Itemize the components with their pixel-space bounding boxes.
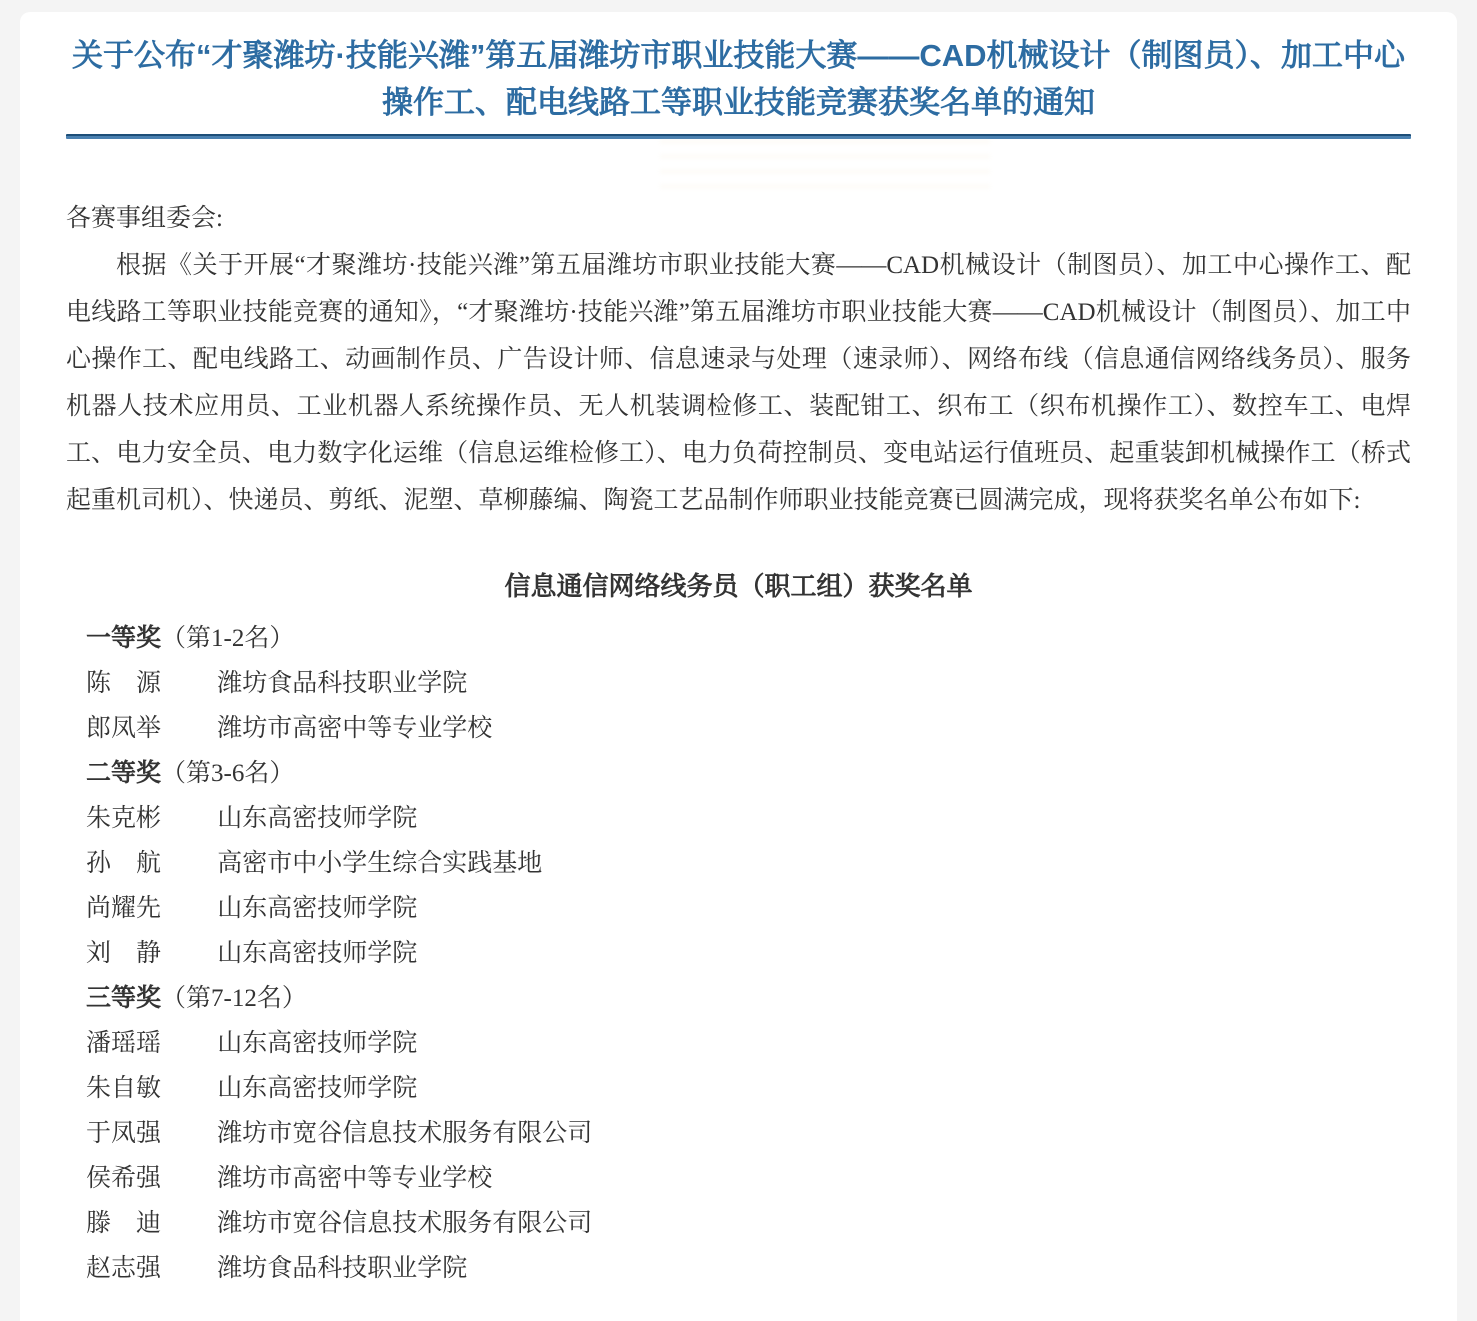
section-title: 信息通信网络线务员（职工组）获奖名单 <box>504 571 973 601</box>
winner-name: 郎凤举 <box>86 715 162 742</box>
tier-label: 二等奖 <box>86 760 162 787</box>
winner-row <box>86 931 1411 976</box>
winner-name: 朱克彬 <box>86 805 162 832</box>
winner-organization: 高密市中小学生综合实践基地 <box>217 850 543 877</box>
document-page <box>20 12 1457 1321</box>
winner-name: 朱自敏 <box>86 1075 162 1102</box>
faint-watermark <box>660 140 990 195</box>
winner-row <box>86 1021 1411 1066</box>
tier-range: （第1-2名） <box>161 625 295 652</box>
salutation: 各赛事组委会: <box>66 205 223 232</box>
tier-range: （第7-12名） <box>161 985 307 1012</box>
winner-row <box>86 1111 1411 1156</box>
winner-row <box>86 886 1411 931</box>
winner-organization: 山东高密技师学院 <box>217 805 418 832</box>
body-paragraph: 根据《关于开展“才聚潍坊·技能兴潍”第五届潍坊市职业技能大赛——CAD机械设计（制图员）、加工中心操作工、配电线路工等职业技能竞赛的通知》，“才聚潍坊·技能兴潍”第五届潍坊市职业技能大赛——CAD机械设计（制图员）、加工中心操作工、配电线路工、动画制作员、广告设计师、信息速录与处理（速录师）、网络布线（信息通信网络线务员）、服务机器人技术应用员、工业机器人系统操作员、无人机装调检修工、装配钳工、织布工（织布机操作工）、数控车工、电焊工、电力安全员、电力数字化运维（信息运维检修工）、电力负荷控制员、变电站运行值班员、起重装卸机械操作工（桥式起重机司机）、快递员、剪纸、泥塑、草柳藤编、陶瓷工艺品制作师职业技能竞赛已圆满完成，现将获奖名单公布如下: <box>66 252 1411 514</box>
winner-row <box>86 796 1411 841</box>
winner-row <box>86 1246 1411 1291</box>
winner-organization: 山东高密技师学院 <box>217 940 418 967</box>
winner-name: 刘 静 <box>86 940 162 967</box>
tier-label: 一等奖 <box>86 625 162 652</box>
winner-name: 滕 迪 <box>86 1210 162 1237</box>
tier-label: 三等奖 <box>86 985 162 1012</box>
winner-organization: 山东高密技师学院 <box>217 895 418 922</box>
winner-name: 于凤强 <box>86 1120 162 1147</box>
winner-row <box>86 1156 1411 1201</box>
award-list <box>66 616 1411 1291</box>
award-tier-heading <box>86 751 1411 796</box>
winner-name: 尚耀先 <box>86 895 162 922</box>
winner-name: 孙 航 <box>86 850 162 877</box>
winner-row <box>86 1201 1411 1246</box>
winner-row <box>86 841 1411 886</box>
winner-row <box>86 661 1411 706</box>
document-title: 关于公布“才聚潍坊·技能兴潍”第五届潍坊市职业技能大赛——CAD机械设计（制图员）、加工中心操作工、配电线路工等职业技能竞赛获奖名单的通知 <box>72 38 1405 120</box>
winner-organization: 潍坊食品科技职业学院 <box>217 1255 468 1282</box>
winner-organization: 山东高密技师学院 <box>217 1030 418 1057</box>
award-tier-heading <box>86 976 1411 1021</box>
winner-name: 赵志强 <box>86 1255 162 1282</box>
tier-range: （第3-6名） <box>161 760 295 787</box>
winner-row <box>86 1066 1411 1111</box>
winner-organization: 潍坊市宽谷信息技术服务有限公司 <box>217 1210 593 1237</box>
winner-name: 潘瑶瑶 <box>86 1030 162 1057</box>
winner-organization: 山东高密技师学院 <box>217 1075 418 1102</box>
winner-organization: 潍坊市高密中等专业学校 <box>217 715 493 742</box>
award-tier-heading <box>86 616 1411 661</box>
winner-organization: 潍坊市宽谷信息技术服务有限公司 <box>217 1120 593 1147</box>
winner-name: 侯希强 <box>86 1165 162 1192</box>
title-divider <box>66 134 1411 139</box>
winner-row <box>86 706 1411 751</box>
winner-name: 陈 源 <box>86 670 162 697</box>
winner-organization: 潍坊食品科技职业学院 <box>217 670 468 697</box>
winner-organization: 潍坊市高密中等专业学校 <box>217 1165 493 1192</box>
